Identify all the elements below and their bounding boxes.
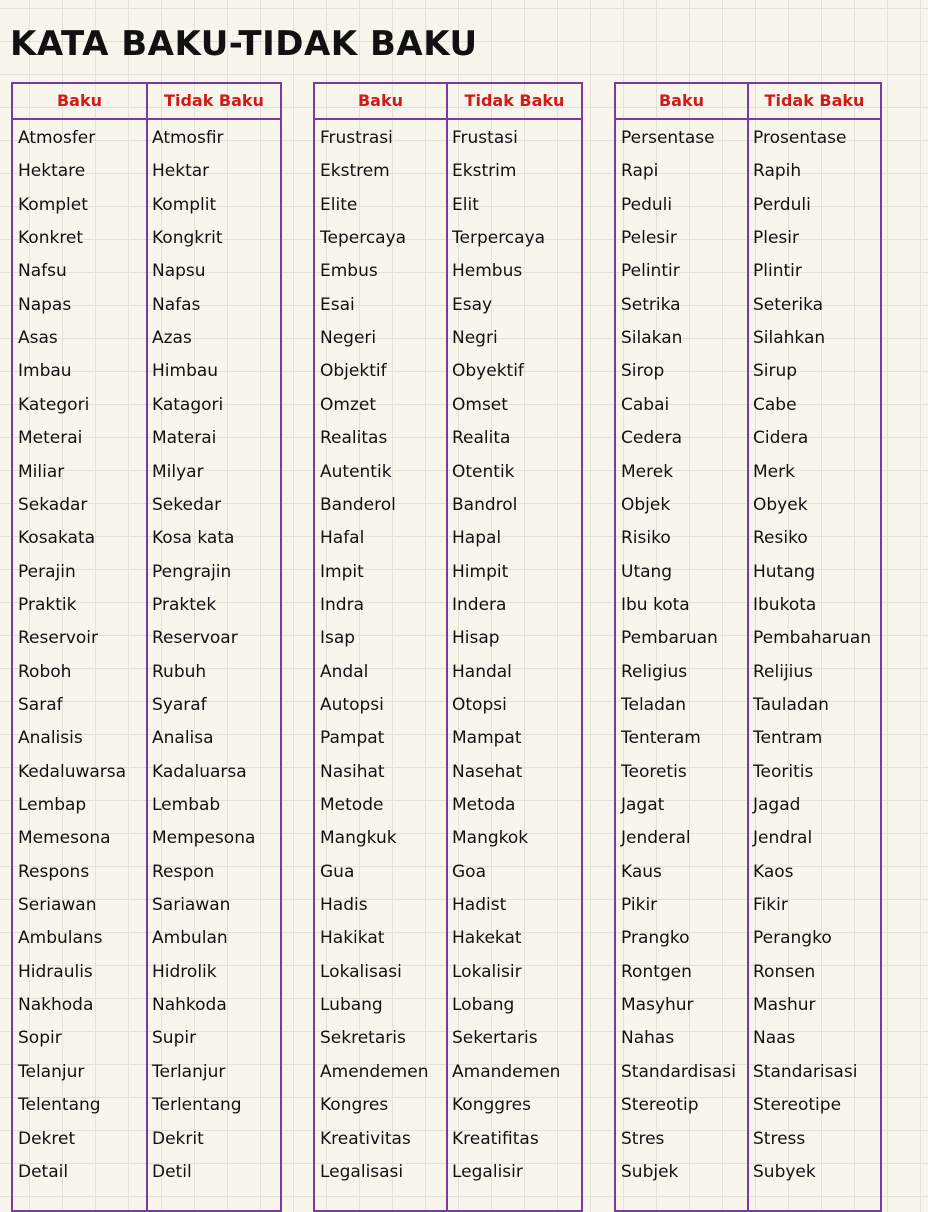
baku-word: Teladan <box>621 694 687 715</box>
word-table-3 <box>614 82 882 1212</box>
tidak-baku-word: Sariawan <box>152 895 231 916</box>
tidak-baku-word: Kongkrit <box>152 228 223 249</box>
baku-word: Esai <box>320 294 355 315</box>
tidak-baku-word: Hapal <box>452 528 502 549</box>
baku-word: Objek <box>621 494 671 515</box>
tidak-baku-word: Kosa kata <box>152 528 235 549</box>
tidak-baku-word: Respon <box>152 861 215 882</box>
header-baku: Baku <box>658 91 705 110</box>
tidak-baku-word: Ekstrim <box>452 161 517 182</box>
baku-word: Nasihat <box>320 761 385 782</box>
baku-word: Autentik <box>320 461 392 482</box>
word-table-2 <box>313 82 583 1212</box>
baku-word: Elite <box>320 194 358 215</box>
baku-word: Mangkuk <box>320 828 397 849</box>
baku-word: Cabai <box>621 394 670 415</box>
baku-word: Sekadar <box>18 494 88 515</box>
baku-word: Nakhoda <box>18 995 94 1016</box>
baku-word: Ambulans <box>18 928 103 949</box>
tidak-baku-word: Terpercaya <box>452 228 546 249</box>
tidak-baku-word: Konggres <box>452 1095 531 1116</box>
tidak-baku-word: Hisap <box>452 628 500 649</box>
baku-word: Nahas <box>621 1028 675 1049</box>
tidak-baku-word: Lokalisir <box>452 961 522 982</box>
tidak-baku-word: Merk <box>753 461 795 482</box>
baku-word: Jenderal <box>621 828 691 849</box>
baku-word: Silakan <box>621 328 683 349</box>
baku-word: Respons <box>18 861 90 882</box>
baku-word: Legalisasi <box>320 1161 404 1182</box>
baku-word: Hakikat <box>320 928 385 949</box>
tidak-baku-word: Kreatifitas <box>452 1128 539 1149</box>
tidak-baku-word: Himpit <box>452 561 509 582</box>
baku-word: Sirop <box>621 361 665 382</box>
tidak-baku-word: Azas <box>152 328 192 349</box>
baku-word: Rapi <box>621 161 659 182</box>
tidak-baku-word: Resiko <box>753 528 808 549</box>
tidak-baku-word: Ronsen <box>753 961 816 982</box>
tidak-baku-word: Mampat <box>452 728 522 749</box>
header-baku: Baku <box>357 91 404 110</box>
tidak-baku-word: Hakekat <box>452 928 522 949</box>
tidak-baku-word: Hutang <box>753 561 816 582</box>
baku-word: Nafsu <box>18 261 67 282</box>
baku-word: Praktik <box>18 594 77 615</box>
baku-word: Atmosfer <box>18 128 96 148</box>
tidak-baku-word: Tentram <box>753 728 823 749</box>
tidak-baku-word: Dekrit <box>152 1128 204 1149</box>
baku-word: Napas <box>18 294 72 315</box>
baku-word: Kategori <box>18 394 90 415</box>
baku-word: Sopir <box>18 1028 62 1049</box>
tidak-baku-word: Handal <box>452 661 512 682</box>
baku-word: Perajin <box>18 561 76 582</box>
baku-word: Amendemen <box>320 1061 429 1082</box>
baku-word: Merek <box>621 461 674 482</box>
baku-word: Standardisasi <box>621 1061 736 1082</box>
baku-word: Reservoir <box>18 628 98 649</box>
baku-word: Detail <box>18 1161 69 1182</box>
tidak-baku-word: Mashur <box>753 995 816 1016</box>
baku-word: Lubang <box>320 995 383 1016</box>
baku-word: Utang <box>621 561 673 582</box>
baku-word: Masyhur <box>621 995 694 1016</box>
tidak-baku-word: Praktek <box>152 594 217 615</box>
tidak-baku-word: Detil <box>152 1161 192 1182</box>
tidak-baku-word: Materai <box>152 428 217 449</box>
tidak-baku-word: Napsu <box>152 261 206 282</box>
tidak-baku-word: Tauladan <box>753 694 829 715</box>
baku-word: Autopsi <box>320 694 384 715</box>
tidak-baku-word: Elit <box>452 194 479 215</box>
tidak-baku-word: Relijius <box>753 661 814 682</box>
baku-word: Tenteram <box>621 728 701 749</box>
tidak-baku-word: Obyektif <box>452 361 524 382</box>
tidak-baku-word: Otentik <box>452 461 515 482</box>
baku-word: Rontgen <box>621 961 692 982</box>
tidak-baku-word: Katagori <box>152 394 224 415</box>
baku-word: Pelintir <box>621 261 680 282</box>
baku-word: Telanjur <box>18 1061 85 1082</box>
baku-word: Konkret <box>18 228 84 249</box>
tidak-baku-word: Esay <box>452 294 493 315</box>
column-divider <box>146 84 148 1210</box>
baku-word: Realitas <box>320 428 388 449</box>
tidak-baku-word: Silahkan <box>753 328 826 349</box>
baku-word: Objektif <box>320 361 387 382</box>
baku-word: Kedaluwarsa <box>18 761 127 782</box>
baku-word: Kaus <box>621 861 662 882</box>
tidak-baku-word: Prosentase <box>753 128 847 148</box>
tidak-baku-word: Standarisasi <box>753 1061 858 1082</box>
baku-word: Saraf <box>18 694 63 715</box>
tidak-baku-word: Stereotipe <box>753 1095 842 1116</box>
tidak-baku-word: Hektar <box>152 161 210 182</box>
tidak-baku-word: Teoritis <box>753 761 814 782</box>
baku-word: Frustrasi <box>320 128 393 148</box>
baku-word: Setrika <box>621 294 681 315</box>
tidak-baku-word: Sekertaris <box>452 1028 538 1049</box>
tidak-baku-word: Legalisir <box>452 1161 523 1182</box>
column-divider <box>747 84 749 1210</box>
tidak-baku-word: Terlanjur <box>152 1061 226 1082</box>
tidak-baku-word: Kaos <box>753 861 794 882</box>
tidak-baku-word: Sirup <box>753 361 798 382</box>
tidak-baku-word: Subyek <box>753 1161 816 1182</box>
tidak-baku-word: Mangkok <box>452 828 529 849</box>
baku-word: Memesona <box>18 828 111 849</box>
baku-word: Impit <box>320 561 364 582</box>
baku-word: Stereotip <box>621 1095 699 1116</box>
tidak-baku-word: Hadist <box>452 895 507 916</box>
header-tidak-baku: Tidak Baku <box>164 91 264 110</box>
tidak-baku-word: Metoda <box>452 795 516 815</box>
tidak-baku-word: Otopsi <box>452 694 507 715</box>
tidak-baku-word: Perduli <box>753 194 811 215</box>
baku-word: Prangko <box>621 928 690 949</box>
tidak-baku-word: Rapih <box>753 161 802 182</box>
baku-word: Hadis <box>320 895 368 916</box>
baku-word: Lokalisasi <box>320 961 402 982</box>
baku-word: Pikir <box>621 895 658 916</box>
baku-word: Persentase <box>621 128 715 148</box>
tidak-baku-word: Indera <box>452 594 507 615</box>
tidak-baku-word: Hembus <box>452 261 523 282</box>
baku-word: Tepercaya <box>320 228 407 249</box>
tidak-baku-word: Bandrol <box>452 494 518 515</box>
baku-word: Pelesir <box>621 228 677 249</box>
tidak-baku-word: Negri <box>452 328 498 349</box>
baku-word: Komplet <box>18 194 88 215</box>
baku-word: Embus <box>320 261 378 282</box>
tidak-baku-word: Naas <box>753 1028 796 1049</box>
tidak-baku-word: Lobang <box>452 995 515 1016</box>
baku-word: Telentang <box>18 1095 101 1116</box>
baku-word: Hidraulis <box>18 961 93 982</box>
tidak-baku-word: Perangko <box>753 928 832 949</box>
tidak-baku-word: Goa <box>452 861 486 882</box>
baku-word: Meterai <box>18 428 83 449</box>
tidak-baku-word: Amandemen <box>452 1061 561 1082</box>
tidak-baku-word: Nahkoda <box>152 995 227 1016</box>
tidak-baku-word: Ibukota <box>753 594 817 615</box>
tidak-baku-word: Analisa <box>152 728 214 749</box>
tidak-baku-word: Realita <box>452 428 511 449</box>
tidak-baku-word: Pembaharuan <box>753 628 872 649</box>
tidak-baku-word: Himbau <box>152 361 219 382</box>
tidak-baku-word: Kadaluarsa <box>152 761 247 782</box>
tidak-baku-word: Cabe <box>753 394 797 415</box>
baku-word: Negeri <box>320 328 377 349</box>
tidak-baku-word: Obyek <box>753 494 808 515</box>
tidak-baku-word: Jendral <box>753 828 813 849</box>
tidak-baku-word: Nasehat <box>452 761 523 782</box>
header-tidak-baku: Tidak Baku <box>464 91 565 110</box>
tidak-baku-word: Terlentang <box>152 1095 242 1116</box>
baku-word: Kongres <box>320 1095 389 1116</box>
column-divider <box>446 84 448 1210</box>
baku-word: Pembaruan <box>621 628 718 649</box>
word-table-1 <box>11 82 282 1212</box>
tidak-baku-word: Seterika <box>753 294 824 315</box>
baku-word: Sekretaris <box>320 1028 406 1049</box>
tidak-baku-word: Milyar <box>152 461 204 482</box>
tidak-baku-word: Omset <box>452 394 508 415</box>
baku-word: Stres <box>621 1128 665 1149</box>
baku-word: Asas <box>18 328 58 349</box>
baku-word: Seriawan <box>18 895 97 916</box>
baku-word: Hafal <box>320 528 365 549</box>
baku-word: Lembap <box>18 795 87 815</box>
baku-word: Banderol <box>320 494 396 515</box>
baku-word: Imbau <box>18 361 72 382</box>
baku-word: Metode <box>320 795 384 815</box>
tidak-baku-word: Plesir <box>753 228 800 249</box>
baku-word: Hektare <box>18 161 86 182</box>
header-tidak-baku: Tidak Baku <box>764 91 865 110</box>
tidak-baku-word: Ambulan <box>152 928 228 949</box>
page-title: KATA BAKU-TIDAK BAKU <box>10 24 478 64</box>
tidak-baku-word: Rubuh <box>152 661 207 682</box>
tidak-baku-word: Cidera <box>753 428 809 449</box>
baku-word: Kosakata <box>18 528 96 549</box>
tidak-baku-word: Pengrajin <box>152 561 232 582</box>
baku-word: Peduli <box>621 194 673 215</box>
tidak-baku-word: Lembab <box>152 795 221 815</box>
baku-word: Miliar <box>18 461 65 482</box>
tidak-baku-word: Jagad <box>753 795 801 815</box>
baku-word: Analisis <box>18 728 83 749</box>
baku-word: Kreativitas <box>320 1128 411 1149</box>
header-baku: Baku <box>56 91 103 110</box>
baku-word: Roboh <box>18 661 72 682</box>
baku-word: Andal <box>320 661 369 682</box>
tidak-baku-word: Supir <box>152 1028 197 1049</box>
tidak-baku-word: Komplit <box>152 194 217 215</box>
tidak-baku-word: Frustasi <box>452 128 518 148</box>
baku-word: Risiko <box>621 528 671 549</box>
baku-word: Ibu kota <box>621 594 690 615</box>
tidak-baku-word: Stress <box>753 1128 806 1149</box>
baku-word: Cedera <box>621 428 682 449</box>
baku-word: Ekstrem <box>320 161 390 182</box>
baku-word: Subjek <box>621 1161 679 1182</box>
baku-word: Omzet <box>320 394 376 415</box>
baku-word: Teoretis <box>621 761 687 782</box>
baku-word: Religius <box>621 661 688 682</box>
tidak-baku-word: Fikir <box>753 895 788 916</box>
tidak-baku-word: Reservoar <box>152 628 238 649</box>
baku-word: Dekret <box>18 1128 76 1149</box>
tidak-baku-word: Syaraf <box>152 694 207 715</box>
tidak-baku-word: Mempesona <box>152 828 256 849</box>
tidak-baku-word: Plintir <box>753 261 802 282</box>
tidak-baku-word: Sekedar <box>152 494 222 515</box>
baku-word: Gua <box>320 861 355 882</box>
tidak-baku-word: Atmosfir <box>152 128 224 148</box>
baku-word: Pampat <box>320 728 385 749</box>
baku-word: Isap <box>320 628 356 649</box>
tidak-baku-word: Hidrolik <box>152 961 217 982</box>
baku-word: Indra <box>320 594 364 615</box>
tidak-baku-word: Nafas <box>152 294 201 315</box>
baku-word: Jagat <box>621 795 665 815</box>
